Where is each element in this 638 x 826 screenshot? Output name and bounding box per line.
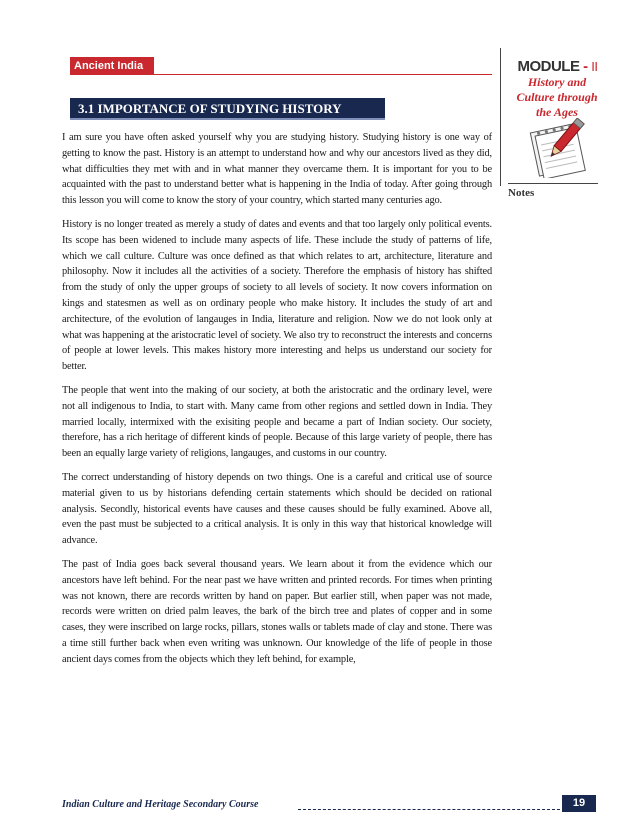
body-text [62,130,492,676]
pen-and-notepad-icon [520,118,592,178]
section-title: 3.1 IMPORTANCE OF STUDYING HISTORY [70,98,385,120]
notes-label: Notes [508,187,535,199]
sidebar-divider [500,48,501,186]
paragraph: I am sure you have often asked yourself why you are studying history. Studying history is one way of getting to know the past. History is an attempt to understand how and why our ancestors lived as they did, what difficulties they met with and in what manner they overcame them. It is important for you to be acquainted with the past to understand better what is happening in the India of today. After going through this lesson you will come to know the story of your country, which started many centuries ago. [62,132,492,207]
course-title: Indian Culture and Heritage Secondary Course [62,799,259,810]
footer-rule [298,809,560,810]
chapter-tag: Ancient India [70,57,154,75]
module-label: MODULE - II [517,58,598,75]
header-rule [154,74,492,75]
module-subtitle: History and Culture through the Ages [516,75,598,119]
page-number: 19 [562,795,596,812]
paragraph: The correct understanding of history depends on two things. One is a careful and critical use of source material given to us by historians defending certain statements which should be decided on rational analysis. Secondly, historical events have causes and these causes should be fully examined. Above all, even the past must be subjected to a critical analysis. It is only in this way that historical knowledge will advance. [62,471,492,547]
paragraph: The people that went into the making of our society, at both the aristocratic and the ordinary level, were not all indigenous to India, to start with. Many came from other regions and settled down in India. They married locally, intermixed with the exisiting people and became a part of Indian society. Our society, therefore, has a rich heritage of different kinds of people. Because of this large variety of people, there has been an equally large variety of religions, langauges, and customs in our country. [62,384,492,460]
notes-rule [508,183,598,184]
paragraph: History is no longer treated as merely a study of dates and events and that too largely only political events. Its scope has been widened to include many aspects of life. These include the study of patterns of life, which we call culture. Culture was once defined as that which relates to art, architecture, literature and philosophy. Now it includes all the activities of a society. Therefore the emphasis of history has shifted from the study of only the upper groups of society to all levels of society. It now covers information on kings and statesmen as well as on ordinary people who make history. It includes the study of art and architecture, of the evolution of langauges in India, literature and religion. Now we do not look only at what was happening at the aristocratic level of society. We also try to reconstruct the interests and concerns of people at lower levels. This makes history more interesting and helps us understand our society for better. [62,218,492,373]
paragraph: The past of India goes back several thousand years. We learn about it from the evidence which our ancestors have left behind. For the near past we have written and printed records. For times when printing was not known, there are records written by hand on paper. But earlier still, when paper was not made, records were written on dried palm leaves, the bark of the birch tree and plates of copper and in some cases, they were inscribed on large rocks, pillars, stones walls or tablets made of clay and stone. There was a time still further back when even writing was unknown. Our knowledge of the life of people in those ancient days comes from the objects which they left behind, for example, [62,558,492,665]
